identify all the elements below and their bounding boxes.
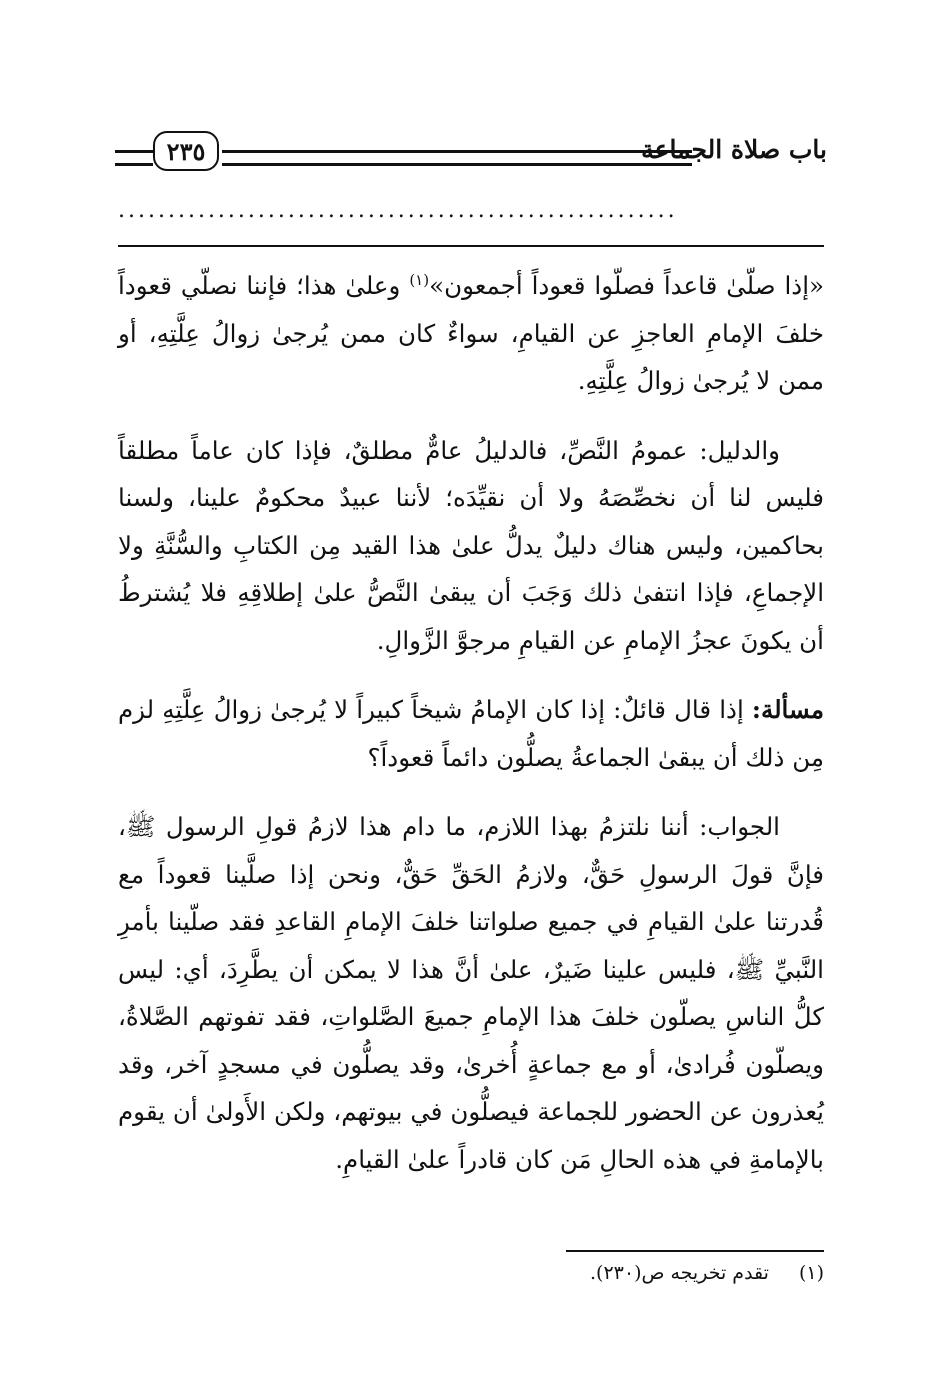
page-number: ٢٣٥ [153,131,219,171]
paragraph-text: إذا قال قائلٌ: إذا كان الإمامُ شيخاً كبيراً لا يُرجىٰ زوالُ عِلَّتِهِ لزم مِن ذلك أن يبقىٰ الجماعةُ يصلُّون دائماً قعوداً؟ [118,695,824,772]
separator-dots: ........................................................ [118,198,678,223]
footnote-ref: (١) [409,270,430,289]
paragraph-text: وعلىٰ هذا؛ فإننا نصلّي قعوداً خلفَ الإمامِ العاجزِ عن القيامِ، سواءٌ كان ممن يُرجىٰ زوالُ عِلَّتِهِ، أو ممن لا يُرجىٰ زوالُ عِلَّتِهِ. [118,271,824,395]
footnote-number: (١) [798,1262,824,1284]
issue-label: مسألة: [751,695,824,724]
paragraph-4: الجواب: أننا نلتزمُ بهذا اللازم، ما دام هذا لازمُ قولِ الرسول ﷺ، فإنَّ قولَ الرسولِ حَقٌّ، ولازمُ الحَقِّ حَقٌّ، ونحن إذا صلَّينا قعوداً مع قُدرتنا علىٰ القيامِ في جميع صلواتنا خلفَ الإمامِ القاعدِ فقد صلّينا بأمرِ النَّبيِّ ﷺ، فليس علينا ضَيرٌ، علىٰ أنَّ هذا لا يمكن أن يطَّرِدَ، أي: ليس كلُّ الناسِ يصلّون خلفَ هذا الإمامِ جميعَ الصَّلواتِ، فقد تفوتهم الصَّلاةُ، ويصلّون فُرادىٰ، أو مع جماعةٍ أُخرىٰ، وقد يصلُّون في مسجدٍ آخر، وقد يُعذرون عن الحضور للجماعة فيصلُّون في بيوتهم، ولكن الأَولىٰ أن يقوم بالإمامةِ في هذه الحالِ مَن كان قادراً علىٰ القيامِ. [118,812,824,1174]
footnote-text: تقدم تخريجه ص(٢٣٠). [589,1262,769,1284]
paragraph-2: والدليل: عمومُ النَّصِّ، فالدليلُ عامٌّ مطلقٌ، فإذا كان عاماً مطلقاً فليس لنا أن نخصِّصَهُ ولا أن نقيِّدَه؛ لأننا عبيدٌ محكومٌ علينا، ولسنا بحاكمين، وليس هناك دليلٌ يدلُّ علىٰ هذا القيد مِن الكتابِ والسُّنَّةِ ولا الإجماعِ، فإذا انتفىٰ ذلك وَجَبَ أن يبقىٰ النَّصُّ علىٰ إطلاقِهِ فلا يُشترطُ أن يكونَ عجزُ الإمامِ عن القيامِ مرجوَّ الزَّوالِ. [118,435,824,655]
paragraph-3 [118,686,824,781]
header-rule [222,150,692,166]
quote-text: «إذا صلّىٰ قاعداً فصلّوا قعوداً أجمعون» [429,271,825,300]
footnote [590,1262,824,1284]
body-text [118,262,824,1205]
text-top-rule [118,245,824,247]
chapter-title: باب صلاة الجماعة [641,135,827,164]
paragraph-1 [118,262,824,405]
header-rule-left [115,150,153,166]
footnote-rule [566,1250,824,1252]
